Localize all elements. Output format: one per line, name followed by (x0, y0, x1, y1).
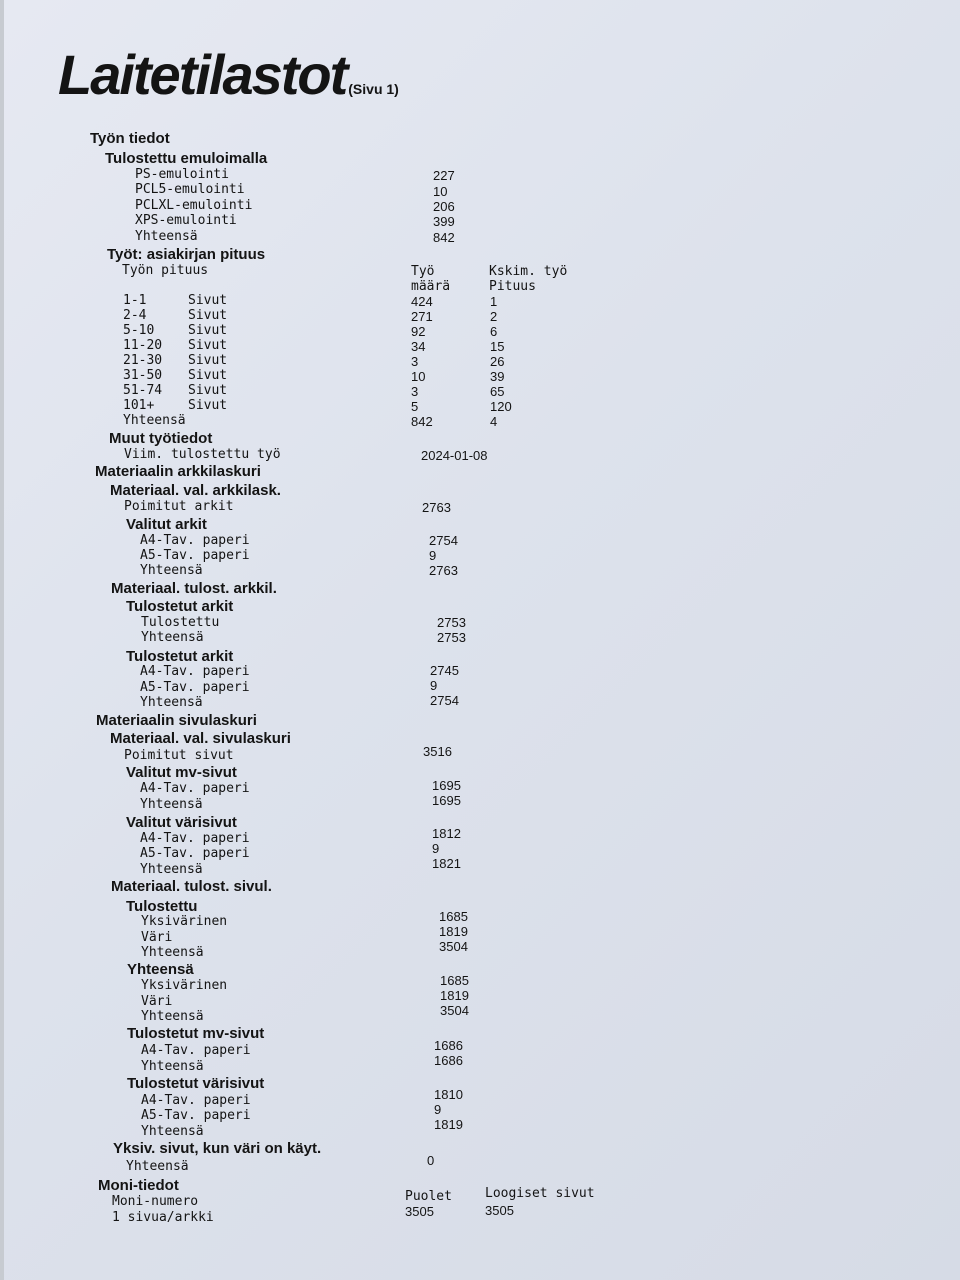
section-heading: Tulostetut mv-sivut (127, 1025, 265, 1042)
field-label: 31-50 (123, 368, 163, 383)
field-value: 1821 (432, 856, 461, 871)
field-label: 1-1 (123, 293, 147, 308)
field-value: 9 (434, 1102, 442, 1117)
field-value: 3504 (439, 939, 468, 954)
field-value: 0 (427, 1153, 435, 1168)
field-label: Yhteensä (140, 695, 203, 710)
field-value: 6 (490, 324, 498, 339)
section-heading: Työt: asiakirjan pituus (107, 246, 266, 263)
field-label: Yhteensä (140, 797, 203, 812)
section-heading: Materiaal. val. sivulaskuri (110, 730, 291, 747)
field-value: 26 (490, 354, 505, 369)
field-label: Yhteensä (141, 1124, 204, 1139)
field-value: 206 (433, 199, 455, 214)
report-title: Laitetilastot (58, 43, 347, 106)
field-value: 227 (433, 168, 455, 183)
field-label: Työ (411, 264, 435, 279)
field-label: A4-Tav. paperi (141, 1043, 251, 1058)
page-title (58, 42, 399, 107)
field-label: A5-Tav. paperi (140, 846, 250, 861)
field-value: 2745 (430, 663, 459, 678)
field-label: Tulostettu (141, 615, 220, 630)
field-value: 2754 (430, 693, 459, 708)
field-value: 1695 (432, 793, 461, 808)
field-value: 10 (411, 369, 426, 384)
field-value: 5 (411, 399, 419, 414)
field-value: 424 (411, 294, 433, 309)
field-label: Pituus (489, 279, 536, 294)
field-value: 1685 (439, 909, 468, 924)
field-label: PCLXL-emulointi (135, 198, 253, 213)
section-heading: Materiaal. val. arkkilask. (110, 482, 281, 499)
field-value: 92 (411, 324, 426, 339)
field-label: Poimitut arkit (124, 499, 234, 514)
section-heading: Valitut mv-sivut (126, 764, 237, 781)
section-heading: Työn tiedot (90, 130, 170, 147)
field-label: määrä (411, 279, 451, 294)
field-label: 5-10 (123, 323, 155, 338)
section-heading: Tulostetut arkit (126, 648, 234, 665)
field-label: Työn pituus (122, 263, 209, 278)
field-value: 34 (411, 339, 426, 354)
field-label: 1 sivua/arkki (112, 1210, 214, 1225)
field-label: Sivut (188, 353, 228, 368)
field-value: 1819 (439, 924, 468, 939)
field-value: 15 (490, 339, 505, 354)
field-label: 11-20 (123, 338, 163, 353)
field-value: 2763 (429, 563, 458, 578)
field-value: 3 (411, 384, 419, 399)
field-label: Yhteensä (140, 862, 203, 877)
field-label: Yhteensä (135, 229, 198, 244)
field-value: 4 (490, 414, 498, 429)
field-value: 120 (490, 399, 512, 414)
field-label: Yhteensä (141, 945, 204, 960)
field-value: 1819 (434, 1117, 463, 1132)
field-value: 2753 (437, 630, 466, 645)
field-value: 9 (432, 841, 440, 856)
field-value: 1 (490, 294, 498, 309)
field-label: 101+ (123, 398, 155, 413)
field-value: 1810 (434, 1087, 463, 1102)
field-label: Sivut (188, 338, 228, 353)
printed-page (4, 0, 960, 1280)
field-label: 2-4 (123, 308, 147, 323)
section-heading: Moni-tiedot (98, 1177, 179, 1194)
field-label: Yhteensä (141, 1059, 204, 1074)
field-label: A4-Tav. paperi (140, 664, 250, 679)
field-label: Poimitut sivut (124, 748, 234, 763)
page-number-label: (Sivu 1) (348, 81, 399, 97)
section-heading: Tulostetut värisivut (127, 1075, 265, 1092)
section-heading: Materiaalin arkkilaskuri (95, 463, 261, 480)
section-heading: Materiaal. tulost. arkkil. (111, 580, 277, 597)
field-value: 3505 (405, 1204, 434, 1219)
field-label: Väri (141, 930, 173, 945)
field-label: A5-Tav. paperi (140, 548, 250, 563)
field-value: 39 (490, 369, 505, 384)
field-value: 842 (411, 414, 433, 429)
field-label: Sivut (188, 368, 228, 383)
field-value: 3516 (423, 744, 452, 759)
field-label: Sivut (188, 383, 228, 398)
field-value: 1686 (434, 1038, 463, 1053)
field-value: 3504 (440, 1003, 469, 1018)
field-value: 271 (411, 309, 433, 324)
section-heading: Yhteensä (127, 961, 194, 978)
field-value: 842 (433, 230, 455, 245)
field-label: Yksivärinen (141, 978, 228, 993)
section-heading: Valitut arkit (126, 516, 207, 533)
field-label: Sivut (188, 293, 228, 308)
field-label: Yksivärinen (141, 914, 228, 929)
field-label: Kskim. työ (489, 264, 568, 279)
field-label: PS-emulointi (135, 167, 229, 182)
field-value: 1695 (432, 778, 461, 793)
field-value: 2763 (422, 500, 451, 515)
field-value: 9 (430, 678, 438, 693)
field-value: 2 (490, 309, 498, 324)
field-label: XPS-emulointi (135, 213, 237, 228)
field-value: 1812 (432, 826, 461, 841)
section-heading: Yksiv. sivut, kun väri on käyt. (113, 1140, 322, 1157)
field-label: Väri (141, 994, 173, 1009)
section-heading: Tulostettu (126, 898, 198, 915)
section-heading: Valitut värisivut (126, 814, 237, 831)
field-value: 2754 (429, 533, 458, 548)
field-label: A4-Tav. paperi (141, 1093, 251, 1108)
field-label: Sivut (188, 308, 228, 323)
field-label: Yhteensä (123, 413, 186, 428)
field-label: A5-Tav. paperi (141, 1108, 251, 1123)
field-label: PCL5-emulointi (135, 182, 245, 197)
field-value: 3505 (485, 1203, 514, 1218)
field-label: A4-Tav. paperi (140, 831, 250, 846)
field-label: Yhteensä (126, 1159, 189, 1174)
field-label: A4-Tav. paperi (140, 781, 250, 796)
field-value: 1685 (440, 973, 469, 988)
field-value: 2024-01-08 (421, 448, 488, 463)
section-heading: Muut työtiedot (109, 430, 213, 447)
field-value: 2753 (437, 615, 466, 630)
field-label: A5-Tav. paperi (140, 680, 250, 695)
section-heading: Materiaal. tulost. sivul. (111, 878, 272, 895)
field-label: Sivut (188, 398, 228, 413)
field-label: Loogiset sivut (485, 1186, 595, 1201)
field-label: Viim. tulostettu työ (124, 447, 281, 462)
field-value: 1686 (434, 1053, 463, 1068)
field-label: Yhteensä (140, 563, 203, 578)
field-label: Moni-numero (112, 1194, 199, 1209)
field-value: 65 (490, 384, 505, 399)
field-label: Yhteensä (141, 1009, 204, 1024)
field-value: 1819 (440, 988, 469, 1003)
section-heading: Materiaalin sivulaskuri (96, 712, 257, 729)
field-label: Yhteensä (141, 630, 204, 645)
section-heading: Tulostettu emuloimalla (105, 150, 268, 167)
field-label: Sivut (188, 323, 228, 338)
field-value: 3 (411, 354, 419, 369)
field-value: 399 (433, 214, 455, 229)
field-value: 10 (433, 184, 448, 199)
section-heading: Tulostetut arkit (126, 598, 234, 615)
field-label: A4-Tav. paperi (140, 533, 250, 548)
field-label: 51-74 (123, 383, 163, 398)
field-label: Puolet (405, 1189, 452, 1204)
field-value: 9 (429, 548, 437, 563)
field-label: 21-30 (123, 353, 163, 368)
